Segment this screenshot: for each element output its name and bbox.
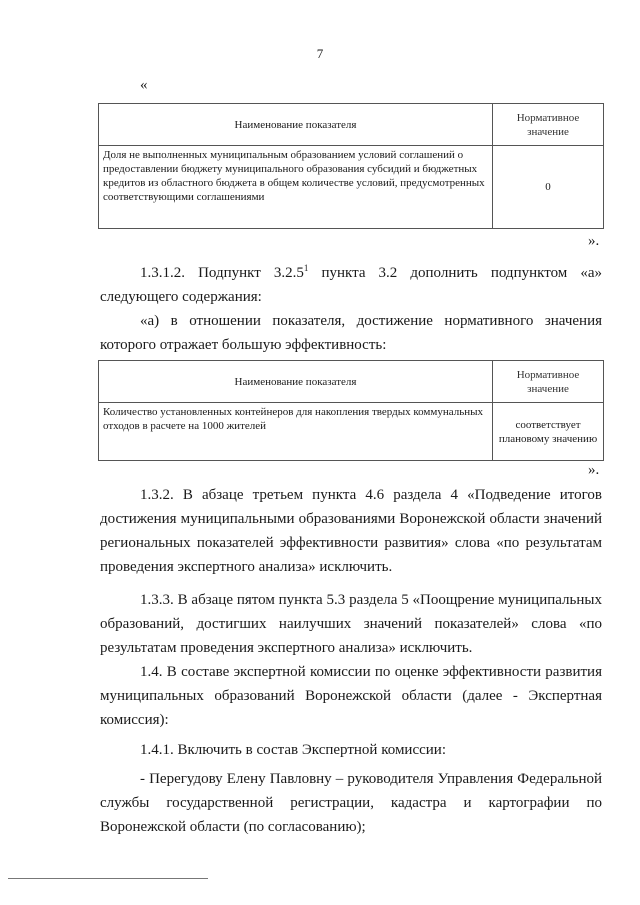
header-normative-value: Нормативное значение <box>493 361 604 403</box>
paragraph-subitem-a: «а) в отношении показателя, достижение нормативного значения которого отражает большую эффективность: <box>100 313 602 353</box>
opening-quote: « <box>140 77 148 93</box>
normative-value-cell: соответствует плановому значению <box>493 403 604 461</box>
paragraph-1-4: 1.4. В составе экспертной комиссии по оценке эффективности развития муниципальных образований Воронежской области (далее - Экспертная комиссия): <box>100 664 602 728</box>
paragraph-text: 1.3.1.2. Подпункт 3.2.5 <box>140 265 304 281</box>
footnote-superscript: 1 <box>303 263 309 273</box>
header-normative-value: Нормативное значение <box>493 104 604 146</box>
paragraph-1-3-3: 1.3.3. В абзаце пятом пункта 5.3 раздела 5 «Поощрение муниципальных образований, достигших наилучших значений показателей» слова «по результатам проведения экспертного анализа» исключить. <box>100 592 602 656</box>
paragraph-1-3-1-2 <box>100 256 602 309</box>
indicator-table-2 <box>98 360 604 461</box>
header-indicator-name: Наименование показателя <box>99 104 493 146</box>
closing-quote-2: ». <box>588 462 600 478</box>
table-header-row <box>99 361 604 403</box>
paragraph-1-3-2: 1.3.2. В абзаце третьем пункта 4.6 раздела 4 «Подведение итогов достижения муниципальными образованиями Воронежской области значений региональных показателей эффективности развития» слова «по результатам проведения экспертного анализа» исключить. <box>100 487 602 575</box>
page-number: 7 <box>316 46 324 61</box>
table-row <box>99 146 604 229</box>
paragraph-commission-member: - Перегудову Елену Павловну – руководителя Управления Федеральной службы государственной регистрации, кадастра и картографии по Воронежской области (по согласованию); <box>100 771 602 835</box>
indicator-table-1 <box>98 103 604 229</box>
normative-value-cell: 0 <box>493 146 604 229</box>
paragraph-text-rest: пункта 3.2 дополнить подпунктом «а» следующего содержания: <box>100 265 603 305</box>
footer-divider <box>8 878 208 879</box>
indicator-name-cell: Доля не выполненных муниципальным образованием условий соглашений о предоставлении бюджету муниципального образования субсидий и бюджетных кредитов из областного бюджета в общем количестве условий, предусмотренных соответствующими соглашениями <box>99 146 493 229</box>
header-indicator-name: Наименование показателя <box>99 361 493 403</box>
table-row <box>99 403 604 461</box>
closing-quote-1: ». <box>588 233 600 249</box>
paragraph-1-4-1: 1.4.1. Включить в состав Экспертной комиссии: <box>140 742 446 758</box>
indicator-name-cell: Количество установленных контейнеров для накопления твердых коммунальных отходов в расчете на 1000 жителей <box>99 403 493 461</box>
table-header-row <box>99 104 604 146</box>
